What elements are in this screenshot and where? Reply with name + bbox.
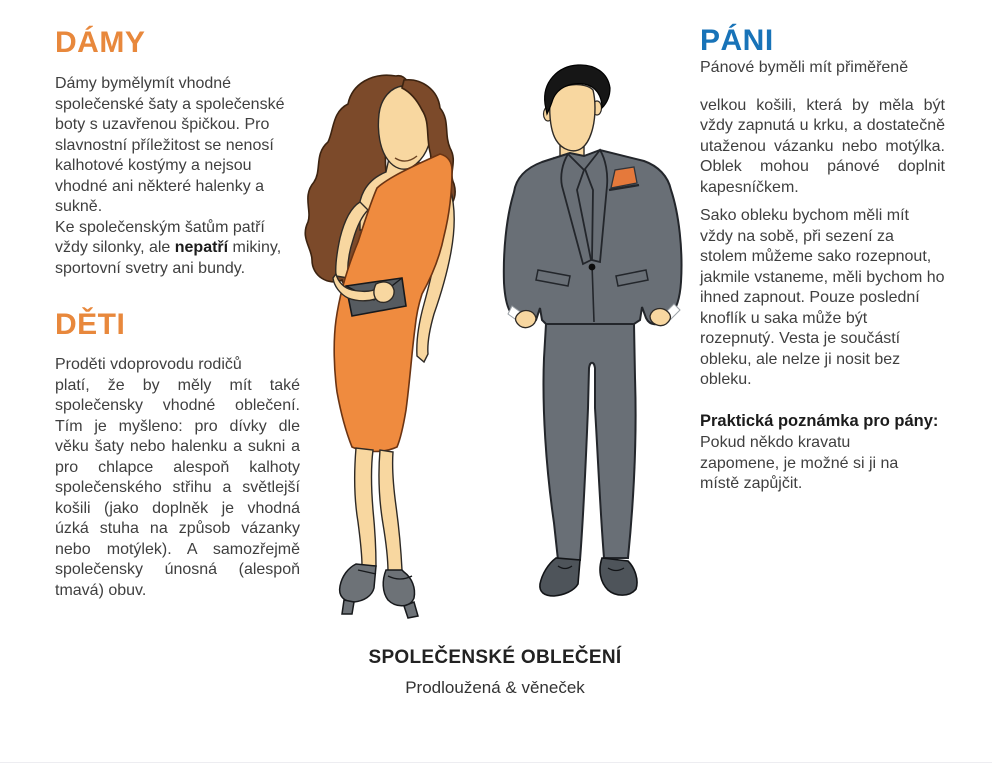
figure-caption <box>300 646 690 698</box>
man-neck <box>560 136 584 164</box>
children-paragraph-line-1: Proděti vdoprovodu rodičů <box>55 356 242 373</box>
gentlemen-paragraph-2: velkou košili, která by měla být vždy zapnutá u krku, a dostatečně utaženou vázanku nebo motýlka. Oblek mohou pánové doplnit kapesníčkem. <box>700 96 945 196</box>
man-tie <box>569 164 590 248</box>
woman-clutch <box>346 278 406 316</box>
man-hair <box>545 65 610 114</box>
woman-torso-skin <box>359 154 453 230</box>
man-shirt <box>554 156 600 268</box>
man-trousers <box>543 324 635 560</box>
section-gentlemen <box>700 24 945 495</box>
gentlemen-note-line-1: Pokud někdo kravatu <box>700 434 851 451</box>
man-illustration <box>498 58 688 618</box>
ladies-paragraph-2 <box>55 218 298 280</box>
man-pocket-square <box>609 167 639 190</box>
woman-dress <box>334 154 452 452</box>
ladies-paragraph-2-bold: nepatří <box>174 239 229 256</box>
woman-hair <box>305 75 410 291</box>
gentlemen-paragraph-1: Pánové byměli mít přiměřeně <box>700 59 909 76</box>
children-heading: DĚTI <box>55 308 126 341</box>
caption-subtitle: Prodloužená & věneček <box>405 678 585 697</box>
children-paragraph-rest: platí, že by měly mít také společensky vhodné oblečení. Tím je myšleno: pro dívky dle věku šaty nebo halenku a sukni a pro chlapce alespoň kalhoty společenského střihu a světlejší košili (jako doplněk je vhodná úzká stuha na způsob vázanky nebo motýlek). A samozřejmě společensky únosná (alespoň tmavá) obuv. <box>55 376 300 599</box>
ladies-paragraph-2-post: mikiny, sportovní svetry ani bundy. <box>55 239 282 277</box>
ladies-paragraph-2-pre: Ke společenským šatům patří vždy silonky, ale <box>55 218 265 256</box>
gentlemen-note-line-3: místě zapůjčit. <box>700 475 803 492</box>
woman-left-upper-arm <box>336 202 368 278</box>
man-face <box>544 85 602 151</box>
man-jacket <box>504 150 682 328</box>
woman-face <box>378 86 432 169</box>
section-ladies <box>55 26 298 279</box>
bottom-divider <box>0 762 992 763</box>
children-paragraph <box>55 355 300 601</box>
woman-right-arm <box>417 188 454 362</box>
woman-illustration <box>300 70 480 630</box>
woman-hair-front-strand <box>402 80 455 210</box>
gentlemen-note-text <box>700 433 945 495</box>
ladies-paragraph-1: Dámy bymělymít vhodné společenské šaty a společenské boty s uzavřenou špičkou. Pro slavnostní příležitost se nenosí kalhotové kostýmy a nejsou vhodné ani některé halenky a sukně. <box>55 75 285 215</box>
woman-legs <box>355 448 402 572</box>
section-children <box>55 308 300 601</box>
woman-shoes <box>340 564 418 618</box>
ladies-heading: DÁMY <box>55 26 146 59</box>
woman-forearm-hand <box>333 274 394 302</box>
gentlemen-heading: PÁNI <box>700 24 774 57</box>
gentlemen-paragraph-3 <box>700 206 945 391</box>
man-shoes <box>540 558 637 596</box>
gentlemen-paragraph-3-line-1: Sako obleku bychom měli mít <box>700 207 909 224</box>
gentlemen-note-title: Praktická poznámka pro pány: <box>700 411 939 430</box>
woman-necklace <box>377 183 443 208</box>
caption-title: SPOLEČENSKÉ OBLEČENÍ <box>368 647 622 668</box>
gentlemen-paragraph-3-rest: vždy na sobě, při sezení za stolem můžeme sako rozepnout, jakmile vstaneme, měli bychom ho ihned zapnout. Pouze poslední knoflík u saka může být rozepnutý. Vesta je součástí obleku, ale nelze ji nosit bez obleku. <box>700 227 945 388</box>
gentlemen-note-line-2: zapomene, je možné si ji na <box>700 454 899 472</box>
